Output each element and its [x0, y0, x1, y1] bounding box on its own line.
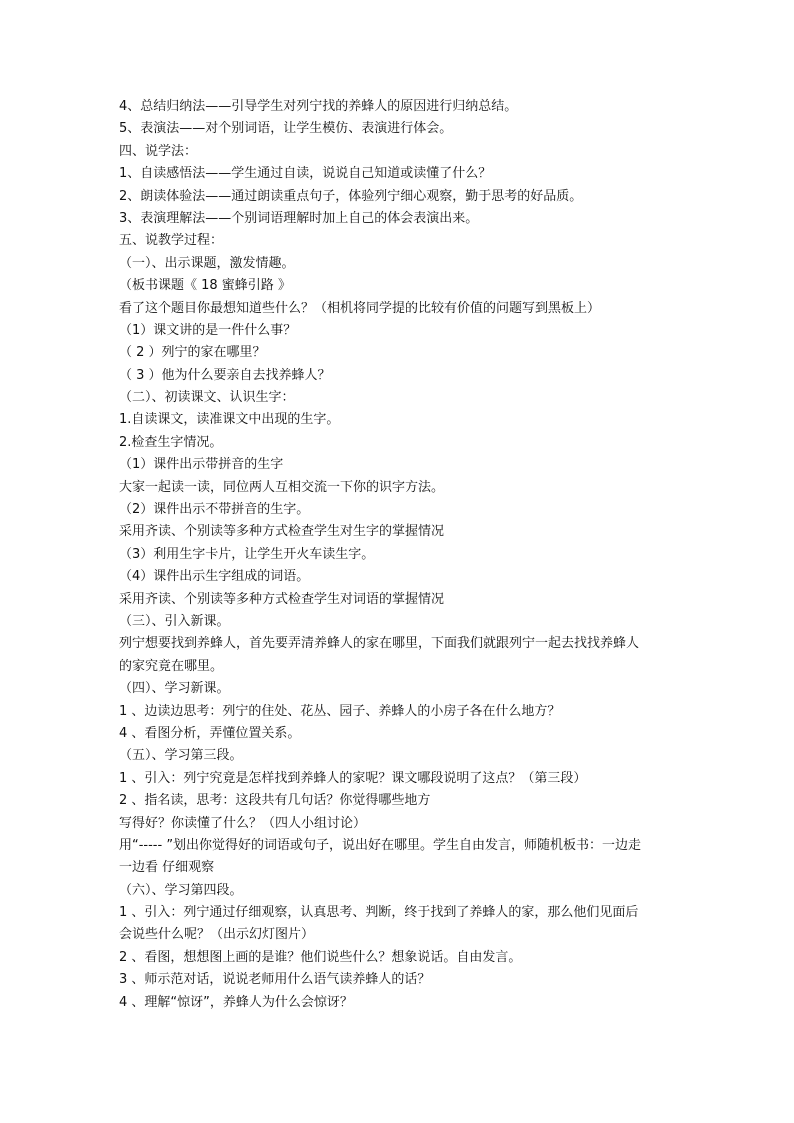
text-line: 会说些什么呢？（出示幻灯图片）: [119, 927, 315, 943]
text-line: （ 3 ）他为什么要亲自去找养蜂人？: [119, 367, 331, 383]
text-line: （2）课件出示不带拼音的生字。: [119, 502, 310, 518]
text-line: （3）利用生字卡片，让学生开火车读生字。: [119, 546, 375, 562]
text-line: 1、自读感悟法——学生通过自读，说说自己知道或读懂了什么？: [119, 166, 492, 182]
text-line: （六）、学习第四段。: [119, 882, 243, 898]
text-line: 4 、看图分析，弄懂位置关系。: [119, 725, 301, 741]
text-line: （1）课件出示带拼音的生字: [119, 457, 284, 473]
text-line: 1.自读课文，读准课文中出现的生字。: [119, 412, 340, 428]
text-line: 一边看 仔细观察: [119, 860, 215, 876]
text-line: 4 、理解“惊讶”，养蜂人为什么会惊讶？: [119, 994, 353, 1010]
text-line: 看了这个题目你最想知道些什么？（相机将同学提的比较有价值的问题写到黑板上）: [119, 300, 601, 316]
text-line: 大家一起读一读，同位两人互相交流一下你的识字方法。: [119, 479, 445, 495]
text-line: 列宁想要找到养蜂人，首先要弄清养蜂人的家在哪里，下面我们就跟列宁一起去找找养蜂人: [119, 636, 640, 652]
text-line: 1 、引入：列宁究竟是怎样找到养蜂人的家呢？课文哪段说明了这点？（第三段）: [119, 770, 587, 786]
text-line: 采用齐读、个别读等多种方式检查学生对词语的掌握情况: [119, 591, 445, 607]
text-line: （一）、出示课题，激发情趣。: [119, 255, 295, 271]
section-heading: 四、说学法：: [119, 143, 198, 159]
section-heading: 五、说教学过程：: [119, 233, 224, 249]
text-line: （4）课件出示生字组成的词语。: [119, 569, 310, 585]
text-line: 用“----- ”划出你觉得好的词语或句子，说出好在哪里。学生自由发言，师随机板书：一边走: [119, 837, 642, 853]
text-line: 采用齐读、个别读等多种方式检查学生对生字的掌握情况: [119, 524, 445, 540]
text-line: 4、总结归纳法——引导学生对列宁找的养蜂人的原因进行归纳总结。: [119, 99, 518, 114]
text-line: 的家究竟在哪里。: [119, 658, 224, 674]
text-line: （二）、初读课文、认识生字：: [119, 390, 295, 406]
text-line: 3、表演理解法——个别词语理解时加上自己的体会表演出来。: [119, 210, 479, 226]
text-line: 2.检查生字情况。: [119, 434, 223, 450]
text-line: 3 、师示范对话，说说老师用什么语气读养蜂人的话？: [119, 972, 431, 988]
text-line: （五）、学习第三段。: [119, 748, 243, 764]
text-line: 写得好？你读懂了什么？（四人小组讨论）: [119, 815, 367, 831]
text-line: 2 、指名读，思考：这段共有几句话？你觉得哪些地方: [119, 793, 431, 809]
text-line: 2、朗读体验法——通过朗读重点句子，体验列宁细心观察，勤于思考的好品质。: [119, 188, 583, 204]
text-line: 5、表演法——对个别词语，让学生模仿、表演进行体会。: [119, 121, 453, 137]
text-line: （板书课题《 18 蜜蜂引路 》: [119, 278, 291, 294]
text-line: 2 、看图，想想图上画的是谁？他们说些什么？想象说话。自由发言。: [119, 949, 522, 965]
text-line: 1 、引入：列宁通过仔细观察，认真思考、判断，终于找到了养蜂人的家，那么他们见面后: [119, 905, 639, 921]
text-line: 1 、边读边思考：列宁的住处、花丛、园子、养蜂人的小房子各在什么地方？: [119, 703, 561, 719]
text-line: （ 2 ）列宁的家在哪里？: [119, 345, 266, 361]
text-line: （四）、学习新课。: [119, 681, 230, 697]
text-line: （三）、引入新课。: [119, 613, 230, 629]
document-body: [119, 96, 679, 1014]
text-line: （1）课文讲的是一件什么事？: [119, 322, 297, 338]
